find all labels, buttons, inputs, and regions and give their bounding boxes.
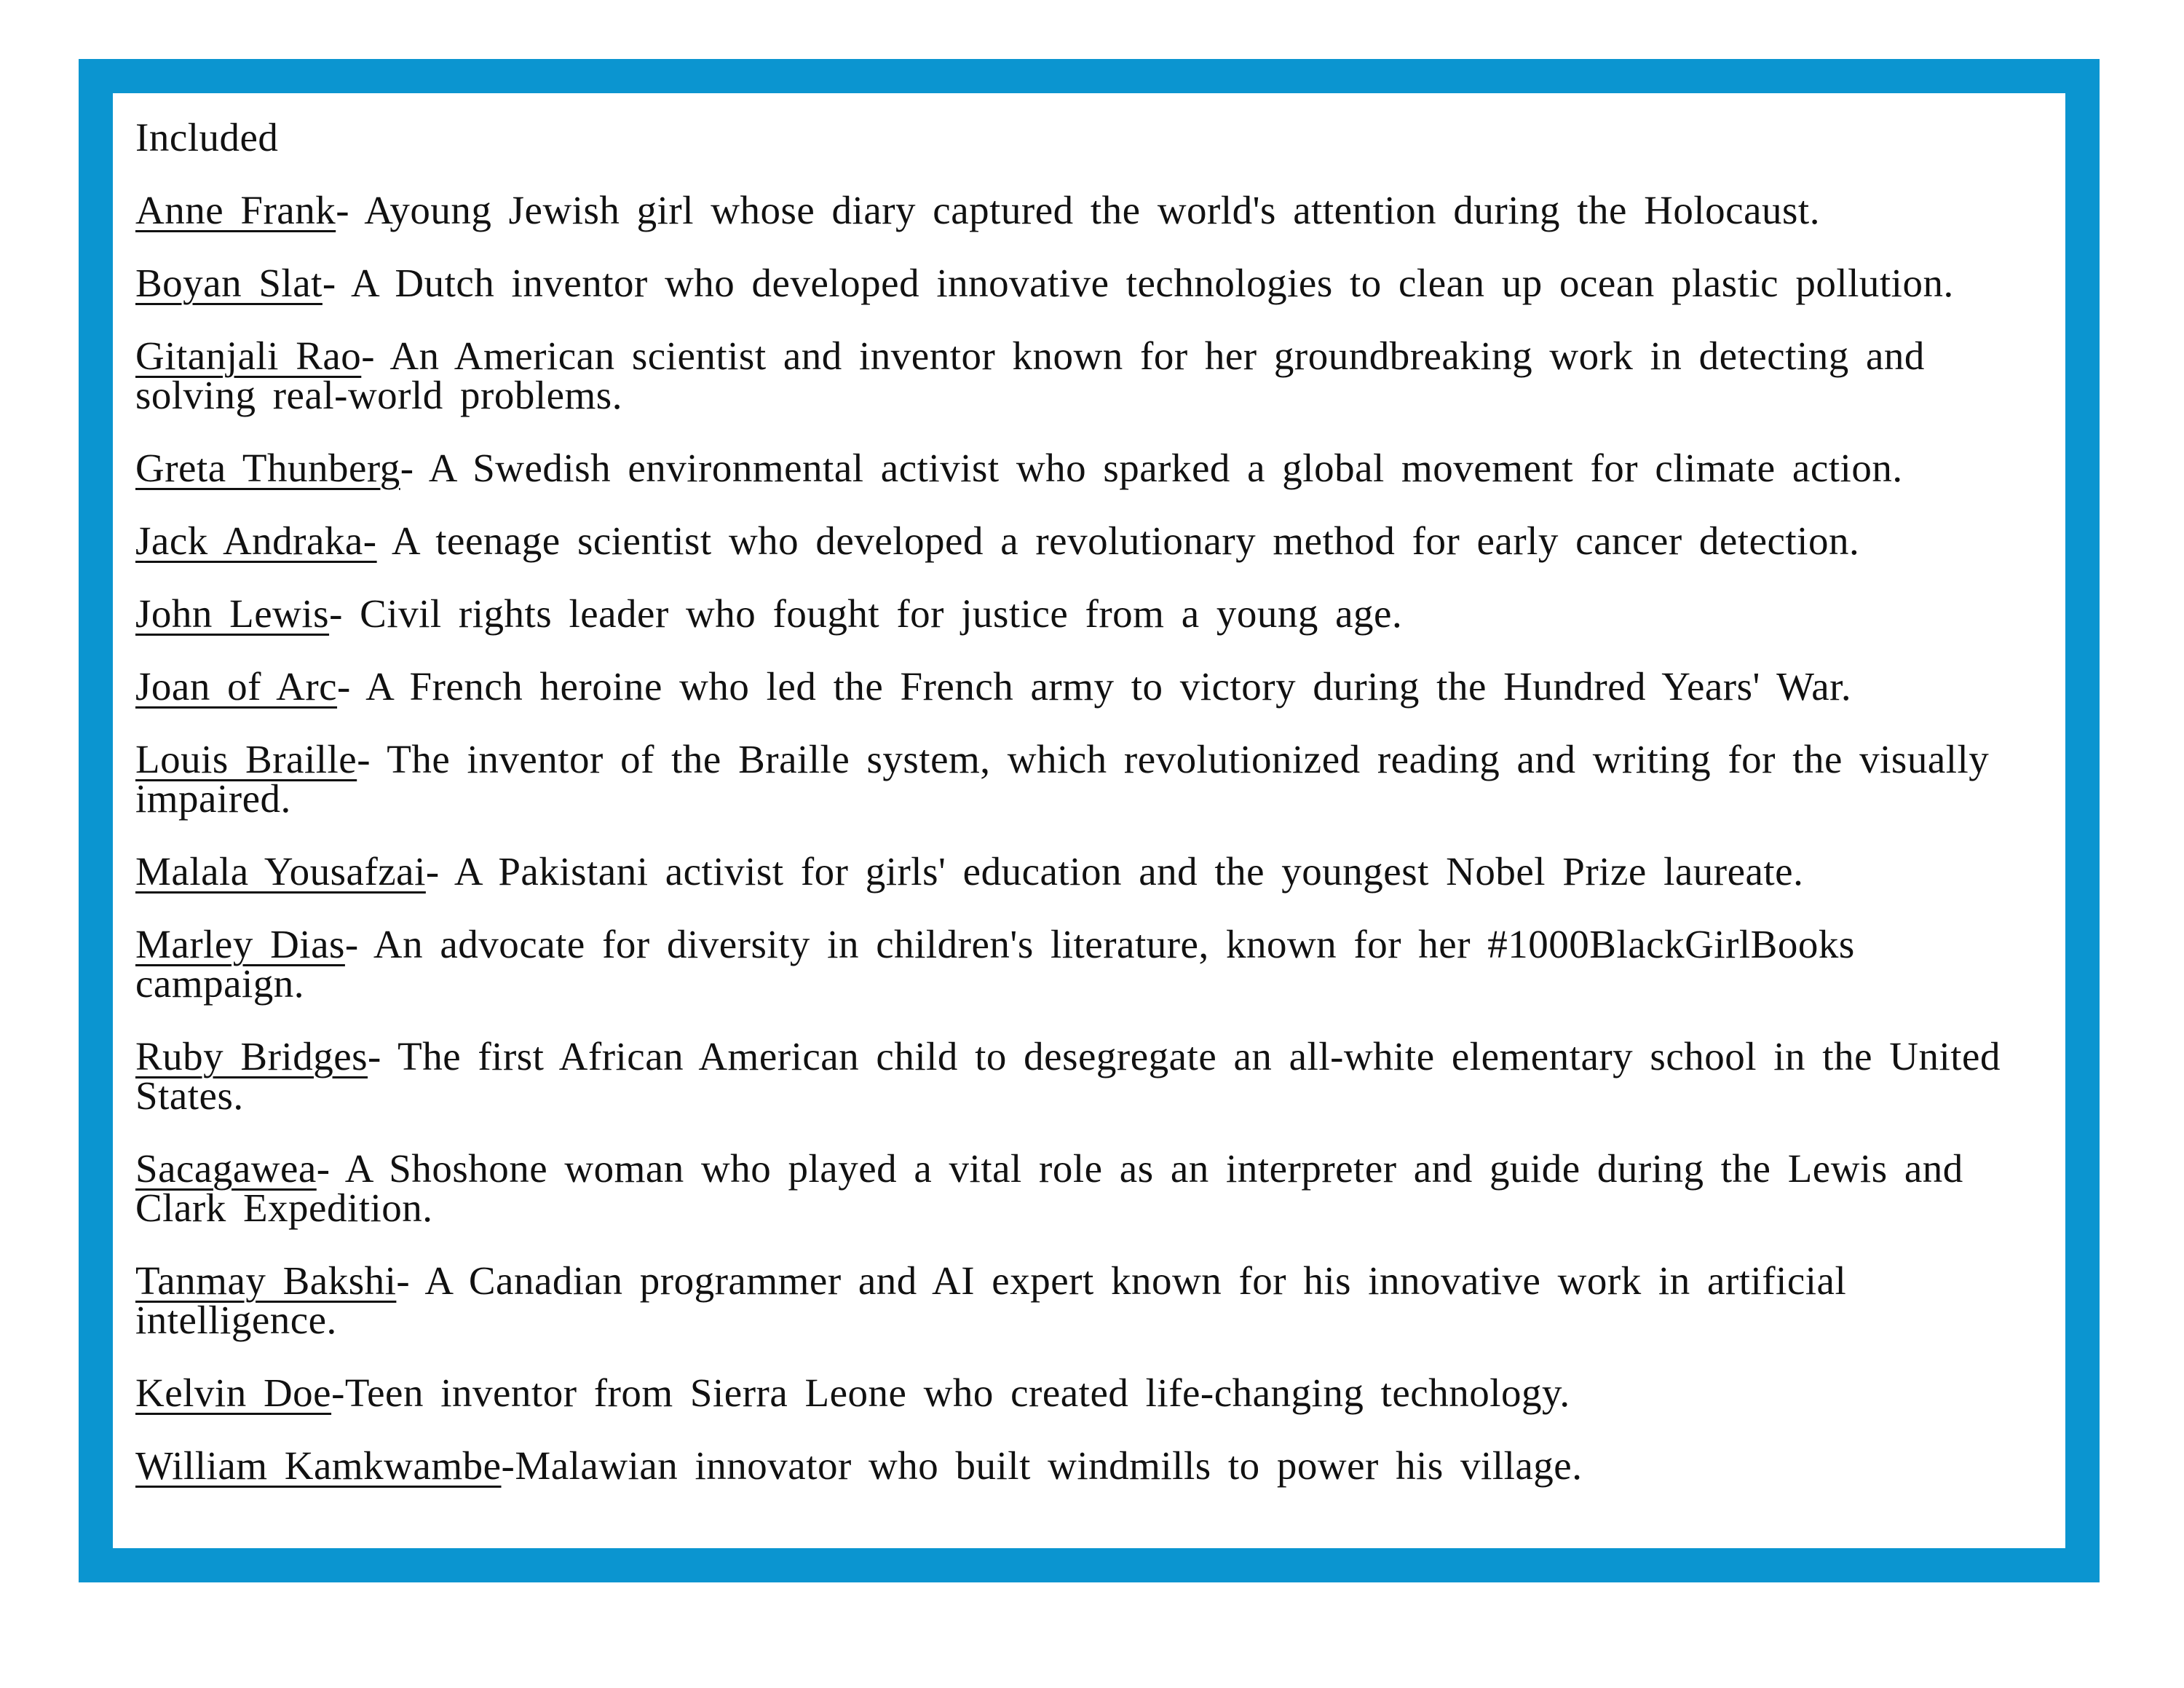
person-name: William Kamkwambe xyxy=(135,1443,502,1488)
person-description: - A Dutch inventor who developed innovative technologies to clean up ocean plastic pollution. xyxy=(322,261,1954,305)
person-name: Louis Braille xyxy=(135,737,357,781)
list-item xyxy=(135,737,2028,821)
person-description: - An American scientist and inventor known for her groundbreaking work in detecting and solving real-world problems. xyxy=(135,334,1925,417)
person-description: - A Pakistani activist for girls' education and the youngest Nobel Prize laureate. xyxy=(425,849,1804,894)
document-body xyxy=(135,115,2101,1519)
person-description: -Malawian innovator who built windmills to power his village. xyxy=(501,1443,1583,1488)
person-name: Greta Thunberg xyxy=(135,446,400,490)
person-description: - A Swedish environmental activist who sparked a global movement for climate action. xyxy=(400,446,1903,490)
list-item xyxy=(135,591,2028,636)
list-item xyxy=(135,188,2028,232)
person-description: - A French heroine who led the French army to victory during the Hundred Years' War. xyxy=(337,664,1852,709)
person-name: Boyan Slat xyxy=(135,261,323,305)
person-description: -Teen inventor from Sierra Leone who created life-changing technology. xyxy=(331,1370,1570,1415)
person-name: Ruby Bridges xyxy=(135,1034,368,1078)
person-description: A teenage scientist who developed a revolutionary method for early cancer detection. xyxy=(376,518,1860,563)
person-name: Sacagawea xyxy=(135,1146,317,1191)
person-name: Joan of Arc xyxy=(135,664,338,709)
list-item xyxy=(135,1146,2028,1230)
list-item xyxy=(135,518,2101,563)
person-description: - The inventor of the Braille system, which revolutionized reading and writing for the visually impaired. xyxy=(135,737,1990,821)
person-description: - Ayoung Jewish girl whose diary captured the world's attention during the Holocaust. xyxy=(336,188,1820,232)
heading: Included xyxy=(135,115,279,159)
list-item xyxy=(135,1258,2028,1342)
list-item xyxy=(135,446,2101,490)
person-name: Marley Dias xyxy=(135,922,345,966)
list-item xyxy=(135,1034,2028,1118)
person-description: - A Canadian programmer and AI expert known for his innovative work in artificial intelligence. xyxy=(135,1258,1847,1342)
list-item xyxy=(135,664,2101,709)
person-description: - Civil rights leader who fought for justice from a young age. xyxy=(329,591,1403,636)
person-description: - A Shoshone woman who played a vital role as an interpreter and guide during the Lewis and Clark Expedition. xyxy=(135,1146,1963,1230)
person-name: Gitanjali Rao xyxy=(135,334,362,378)
person-name: Kelvin Doe xyxy=(135,1370,332,1415)
list-item xyxy=(135,336,2028,415)
list-item xyxy=(135,922,2028,1006)
list-item xyxy=(135,1370,2028,1415)
person-name: Jack Andraka- xyxy=(135,518,377,563)
person-name: Anne Frank xyxy=(135,188,336,232)
person-name: Malala Yousafzai xyxy=(135,849,426,894)
person-description: - An advocate for diversity in children's literature, known for her #1000BlackGirlBooks campaign. xyxy=(135,922,1855,1006)
list-item xyxy=(135,1443,2028,1488)
person-name: Tanmay Bakshi xyxy=(135,1258,397,1303)
list-item xyxy=(135,849,2101,894)
person-name: John Lewis xyxy=(135,591,330,636)
list-item xyxy=(135,261,2028,305)
person-description: - The first African American child to desegregate an all-white elementary school in the United States. xyxy=(135,1034,2001,1118)
